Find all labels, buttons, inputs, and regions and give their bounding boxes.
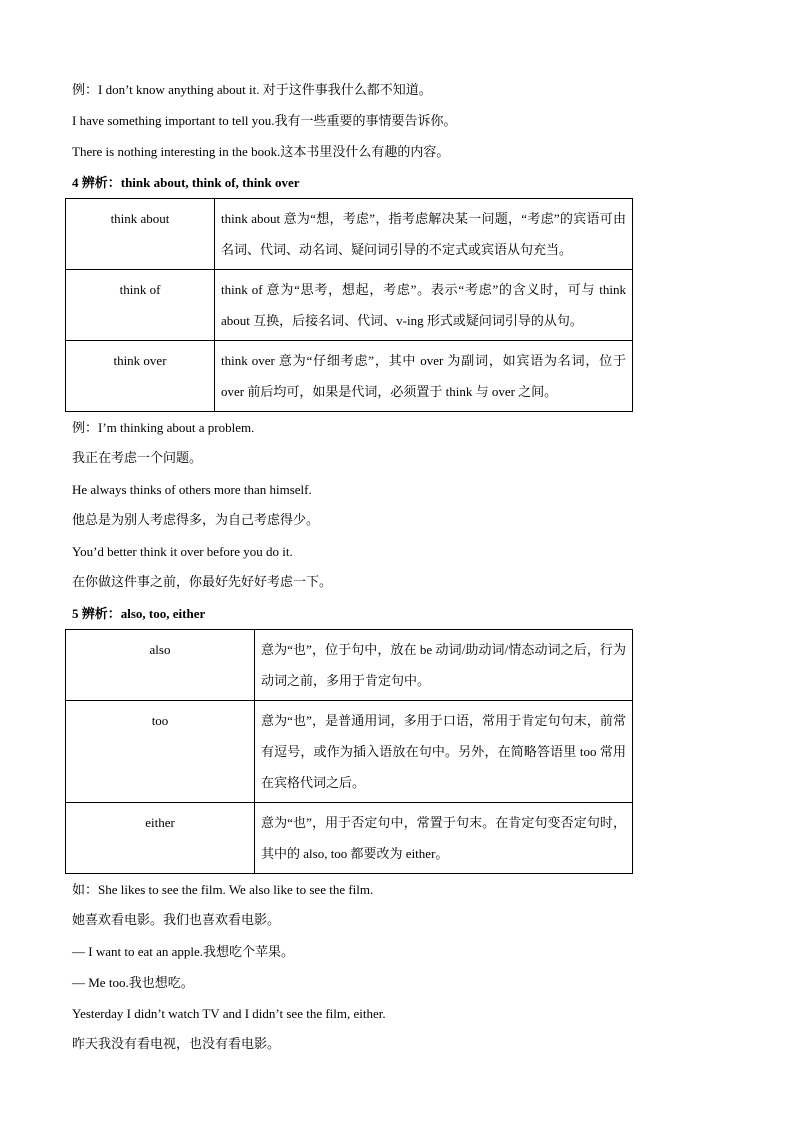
section-4-example-6: 在你做这件事之前，你最好先好好考虑一下。 (72, 575, 333, 590)
section-5-example-5: Yesterday I didn’t watch TV and I didn’t see the film, either. (72, 1006, 386, 1021)
section-4-example-1: 例：I’m thinking about a problem. (72, 420, 255, 435)
intro-example-2: I have something important to tell you.我有一些重要的事情要告诉你。 (72, 113, 457, 128)
section-5-example-6: 昨天我没有看电视，也没有看电影。 (72, 1037, 281, 1052)
description-cell: 意为“也”，是普通用词，多用于口语，常用于肯定句句末，前常有逗号，或作为插入语放在句中。另外，在简略答语里 too 常用在宾格代词之后。 (255, 701, 633, 803)
description-cell: think of 意为“思考，想起，考虑”。表示“考虑”的含义时，可与 think about 互换，后接名词、代词、v-ing 形式或疑问词引导的从句。 (215, 270, 633, 341)
term-cell: either (66, 803, 255, 874)
section-4-example-2: 我正在考虑一个问题。 (72, 451, 203, 466)
section-4-table (65, 198, 633, 412)
section-5-example-3: — I want to eat an apple.我想吃个苹果。 (72, 944, 295, 959)
description-cell: 意为“也”，用于否定句中，常置于句末。在肯定句变否定句时，其中的 also, too 都要改为 either。 (255, 803, 633, 874)
table-row (66, 701, 633, 803)
table-row (66, 199, 633, 270)
section-5-table (65, 629, 633, 874)
section-4-example-3: He always thinks of others more than himself. (72, 482, 312, 497)
section-5-example-4: — Me too.我也想吃。 (72, 975, 194, 990)
document-page (72, 74, 652, 1060)
section-5-example-1: 如：She likes to see the film. We also like to see the film. (72, 882, 374, 897)
table-row (66, 630, 633, 701)
section-4-example-5: You’d better think it over before you do it. (72, 544, 293, 559)
term-cell: think about (66, 199, 215, 270)
table-row (66, 803, 633, 874)
intro-example-1: 例：I don’t know anything about it. 对于这件事我什么都不知道。 (72, 82, 432, 97)
intro-example-3: There is nothing interesting in the book.这本书里没什么有趣的内容。 (72, 144, 450, 159)
section-4-title: 4 辨析：think about, think of, think over (72, 175, 300, 190)
description-cell: 意为“也”，位于句中，放在 be 动词/助动词/情态动词之后，行为动词之前，多用于肯定句中。 (255, 630, 633, 701)
section-5-title: 5 辨析：also, too, either (72, 606, 206, 621)
term-cell: think of (66, 270, 215, 341)
description-cell: think over 意为“仔细考虑”，其中 over 为副词，如宾语为名词，位于 over 前后均可，如果是代词，必须置于 think 与 over 之间。 (215, 341, 633, 412)
term-cell: too (66, 701, 255, 803)
table-row (66, 341, 633, 412)
section-4-example-4: 他总是为别人考虑得多，为自己考虑得少。 (72, 513, 320, 528)
term-cell: think over (66, 341, 215, 412)
term-cell: also (66, 630, 255, 701)
description-cell: think about 意为“想，考虑”，指考虑解决某一问题，“考虑”的宾语可由名词、代词、动名词、疑问词引导的不定式或宾语从句充当。 (215, 199, 633, 270)
section-5-example-2: 她喜欢看电影。我们也喜欢看电影。 (72, 913, 281, 928)
table-row (66, 270, 633, 341)
